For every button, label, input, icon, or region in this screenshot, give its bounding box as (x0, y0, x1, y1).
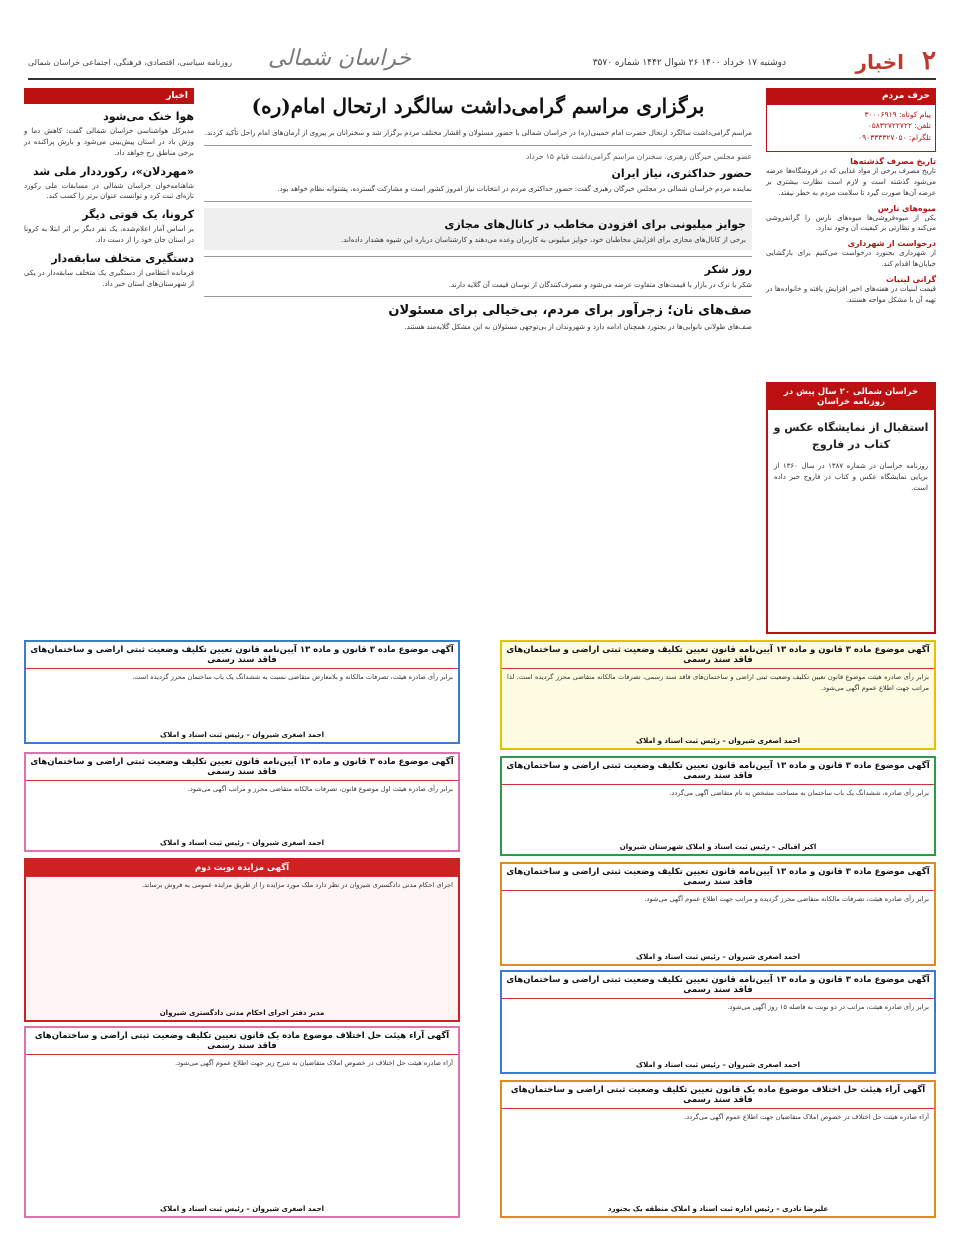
sub2-text: برخی از کانال‌های مجازی برای افزایش مخاطبان خود، جوایز میلیونی به کاربران وعده می‌دهند و کارشناسان درباره این شیوه هشدار داده‌اند. (341, 235, 746, 244)
ad-body: برابر رأی صادره هیئت، مراتب در دو نوبت به فاصله ۱۵ روز آگهی می‌شود. (727, 1003, 929, 1011)
people-item-title: میوه‌های نارس (877, 203, 936, 213)
divider (204, 256, 752, 257)
ad-signature: مدیر دفتر اجرای احکام مدنی دادگستری شیروان (159, 1009, 325, 1017)
ad-signature: احمد اصغری شیروان – رئیس ثبت اسناد و املاک (159, 839, 325, 847)
ad-body: آراء صادره هیئت حل اختلاف در خصوص املاک متقاضیان به شرح زیر جهت اطلاع عموم آگهی می‌شود. (175, 1059, 453, 1067)
ad-title: آگهی موضوع ماده ۳ قانون و ماده ۱۳ آیین‌نامه قانون تعیین تکلیف وضعیت ثبتی اراضی و ساختمان‌های فاقد سند رسمی (502, 642, 934, 669)
ad-title: آگهی موضوع ماده ۳ قانون و ماده ۱۳ آیین‌نامه قانون تعیین تکلیف وضعیت ثبتی اراضی و ساختمان‌های فاقد سند رسمی (502, 972, 934, 999)
sub1-kicker: عضو مجلس خبرگان رهبری، سخنران مراسم گرامی‌داشت قیام ۱۵ خرداد (525, 151, 752, 161)
ad-body: آراء صادره هیئت حل اختلاف در خصوص املاک متقاضیان جهت اطلاع عموم آگهی می‌گردد. (684, 1113, 929, 1121)
auction-ad (24, 858, 460, 1022)
dispute-ad (500, 1080, 936, 1218)
legal-ad (24, 640, 460, 744)
news-item-title: «مهردلان»، رکورددار ملی شد (33, 164, 194, 178)
legal-ad (500, 970, 936, 1074)
news-column (24, 88, 194, 290)
people-item-text: یکی از میوه‌فروشی‌ها میوه‌های نارس را گرانفروشی می‌کند و نظارتی بر کیفیت آن وجود ندارد. (766, 213, 936, 233)
news-item-text: شاهنامه‌خوان خراسان شمالی در مسابقات ملی رکورد تازه‌ای ثبت کرد و توانست عنوان برتر را کسب کند. (24, 181, 194, 201)
archive-promo-header: خراسان شمالی ۲۰ سال پیش در روزنامه خراسان (768, 384, 934, 410)
contact-box (766, 104, 936, 152)
archive-promo-text: روزنامه خراسان در شماره ۱۳۸۷ در سال ۱۳۶۰ از برپایی نمایشگاه عکس و کتاب در فاروج خبر داده است. (774, 462, 928, 492)
tagline: روزنامه سیاسی، اقتصادی، فرهنگی، اجتماعی خراسان شمالی (28, 58, 232, 67)
sub3-title: روز شکر (704, 262, 752, 276)
divider (204, 145, 752, 146)
main-article-area (204, 88, 752, 333)
sub2-box (204, 208, 752, 250)
people-item-text: از شهرداری بجنورد درخواست می‌کنیم برای بازگشایی خیابان‌ها اقدام کند. (766, 249, 936, 269)
sub4-text: صف‌های طولانی نانوایی‌ها در بجنورد همچنان ادامه دارد و شهروندان از بی‌توجهی مسئولان به این مشکل گلایه‌مند هستند. (404, 323, 752, 332)
legal-ad (24, 752, 460, 852)
contact-line: پیام کوتاه: ۳۰۰۰۶۹۱۹ (864, 110, 931, 119)
people-item-text: تاریخ مصرف برخی از مواد غذایی که در فروشگاه‌ها عرضه می‌شود گذشته است و لازم است نظارت بیشتری بر عرضه آن‌ها صورت گیرد تا سلامت مردم به خطر نیفتد. (766, 167, 936, 197)
ad-signature: علیرضا نادری – رئیس اداره ثبت اسناد و املاک منطقه یک بجنورد (607, 1205, 829, 1213)
dispute-ad (24, 1026, 460, 1218)
people-column (766, 88, 936, 306)
sub4-title: صف‌های نان؛ زجرآور برای مردم، بی‌خیالی برای مسئولان (388, 303, 752, 319)
people-box-header: حرف مردم (766, 88, 936, 104)
news-item-title: کرونا، یک فوتی دیگر (82, 208, 194, 222)
archive-promo (766, 382, 936, 634)
ad-body: برابر رأی صادره هیئت موضوع قانون تعیین تکلیف وضعیت ثبتی اراضی و ساختمان‌های فاقد سند رسمی، تصرفات مالکانه متقاضی محرز گردیده است. لذا مراتب جهت اطلاع عموم آگهی می‌شود. (507, 673, 929, 692)
news-item-title: دستگیری متخلف سابقه‌دار (51, 251, 194, 265)
archive-promo-title: استقبال از نمایشگاه عکس و کتاب در فاروج (773, 421, 929, 451)
date-line: دوشنبه ۱۷ خرداد ۱۴۰۰ ۲۶ شوال ۱۴۴۲ شماره ۳۵۷۰ (592, 58, 786, 68)
ad-title: آگهی موضوع ماده ۳ قانون و ماده ۱۳ آیین‌نامه قانون تعیین تکلیف وضعیت ثبتی اراضی و ساختمان‌های فاقد سند رسمی (26, 642, 458, 669)
legal-ad (500, 640, 936, 750)
people-item-title: درخواست از شهرداری (847, 239, 936, 249)
news-item-text: مدیرکل هواشناسی خراسان شمالی گفت: کاهش دما و وزش باد در استان پیش‌بینی می‌شود و بارش پراکنده در برخی مناطق رخ خواهد داد. (24, 127, 194, 157)
legal-ad (500, 756, 936, 856)
section-title: اخبار (855, 50, 904, 74)
people-item-title: تاریخ مصرف گذشته‌ها (850, 157, 936, 166)
people-item-title: گرانی لبنیات (885, 274, 936, 284)
sub2-title: جوایز میلیونی برای افزودن مخاطب در کانال‌های مجازی (444, 217, 746, 231)
ad-title: آگهی مزایده نوبت دوم (26, 860, 458, 877)
legal-ad (500, 862, 936, 966)
ad-signature: احمد اصغری شیروان – رئیس ثبت اسناد و املاک (159, 1205, 325, 1213)
ad-signature: احمد اصغری شیروان – رئیس ثبت اسناد و املاک (635, 1061, 801, 1069)
newspaper-logo: خراسان شمالی (268, 46, 412, 71)
ad-signature: احمد اصغری شیروان – رئیس ثبت اسناد و املاک (159, 731, 325, 739)
contact-line: تلفن: ۰۵۸۳۲۷۲۲۷۲۲ (867, 121, 931, 131)
ad-body: برابر رأی صادره هیئت، تصرفات مالکانه متقاضی محرز گردیده و مراتب جهت اطلاع عموم آگهی می‌شود. (644, 895, 929, 903)
news-item-text: بر اساس آمار اعلام‌شده، یک نفر دیگر بر اثر ابتلا به کرونا در استان جان خود را از دست داد. (24, 225, 194, 245)
ad-title: آگهی موضوع ماده ۳ قانون و ماده ۱۳ آیین‌نامه قانون تعیین تکلیف وضعیت ثبتی اراضی و ساختمان‌های فاقد سند رسمی (26, 754, 458, 781)
ad-signature: احمد اصغری شیروان – رئیس ثبت اسناد و املاک (635, 953, 801, 961)
divider (204, 201, 752, 202)
news-item-text: فرمانده انتظامی از دستگیری یک متخلف سابقه‌دار در یکی از شهرستان‌های استان خبر داد. (24, 268, 194, 288)
ad-title: آگهی موضوع ماده ۳ قانون و ماده ۱۳ آیین‌نامه قانون تعیین تکلیف وضعیت ثبتی اراضی و ساختمان‌های فاقد سند رسمی (502, 864, 934, 891)
ad-body: برابر رأی صادره هیئت، تصرفات مالکانه و بلامعارض متقاضی نسبت به ششدانگ یک باب ساختمان محرز گردیده است. (132, 673, 453, 681)
news-item-title: هوا خنک می‌شود (103, 110, 194, 123)
page-number: ۲ (922, 46, 936, 76)
ad-signature: احمد اصغری شیروان – رئیس ثبت اسناد و املاک (635, 737, 801, 745)
divider (204, 296, 752, 297)
ad-body: اجرای احکام مدنی دادگستری شیروان در نظر دارد ملک مورد مزایده را از طریق مزایده عمومی به فروش برساند. (141, 881, 453, 889)
people-item-text: قیمت لبنیات در هفته‌های اخیر افزایش یافته و خانواده‌ها در تهیه آن با مشکل مواجه هستند. (766, 284, 936, 304)
ad-title: آگهی آراء هیئت حل اختلاف موضوع ماده یک قانون تعیین تکلیف وضعیت ثبتی اراضی و ساختمان‌های فاقد سند رسمی (502, 1082, 934, 1109)
ad-body: برابر رأی صادره هیئت اول موضوع قانون، تصرفات مالکانه متقاضی محرز و مراتب آگهی می‌شود. (187, 785, 453, 793)
contact-line: تلگرام: ۰۹۰۳۳۳۳۲۷۰۵۰ (858, 132, 931, 142)
masthead (28, 44, 936, 80)
ad-signature: اکبر اقبالی – رئیس ثبت اسناد و املاک شهرستان شیروان (619, 843, 817, 851)
main-lead-text: مراسم گرامی‌داشت سالگرد ارتحال حضرت امام خمینی(ره) در خراسان شمالی با حضور مسئولان و اقشار مختلف مردم برگزار شد و سخنرانان بر پیروی از آرمان‌های امام راحل تأکید کردند. (204, 129, 752, 137)
sub1-title: حضور حداکثری، نیاز ایران (611, 166, 752, 180)
ad-body: برابر رأی صادره، ششدانگ یک باب ساختمان به مساحت مشخص به نام متقاضی آگهی می‌گردد. (669, 789, 929, 797)
main-headline: برگزاری مراسم گرامی‌داشت سالگرد ارتحال امام(ره) (251, 94, 705, 118)
sub3-text: شکر یا ترک در بازار با قیمت‌های متفاوت عرضه می‌شود و مصرف‌کنندگان از نوسان قیمت آن گلایه دارند. (448, 280, 752, 289)
news-column-header: اخبار (24, 88, 194, 104)
ad-title: آگهی آراء هیئت حل اختلاف موضوع ماده یک قانون تعیین تکلیف وضعیت ثبتی اراضی و ساختمان‌های فاقد سند رسمی (26, 1028, 458, 1055)
sub1-text: نماینده مردم خراسان شمالی در مجلس خبرگان رهبری گفت: حضور حداکثری مردم در انتخابات نیاز امروز کشور است و مشارکت گسترده، پشتوانه نظام خواهد بود. (277, 184, 752, 193)
ad-title: آگهی موضوع ماده ۳ قانون و ماده ۱۳ آیین‌نامه قانون تعیین تکلیف وضعیت ثبتی اراضی و ساختمان‌های فاقد سند رسمی (502, 758, 934, 785)
